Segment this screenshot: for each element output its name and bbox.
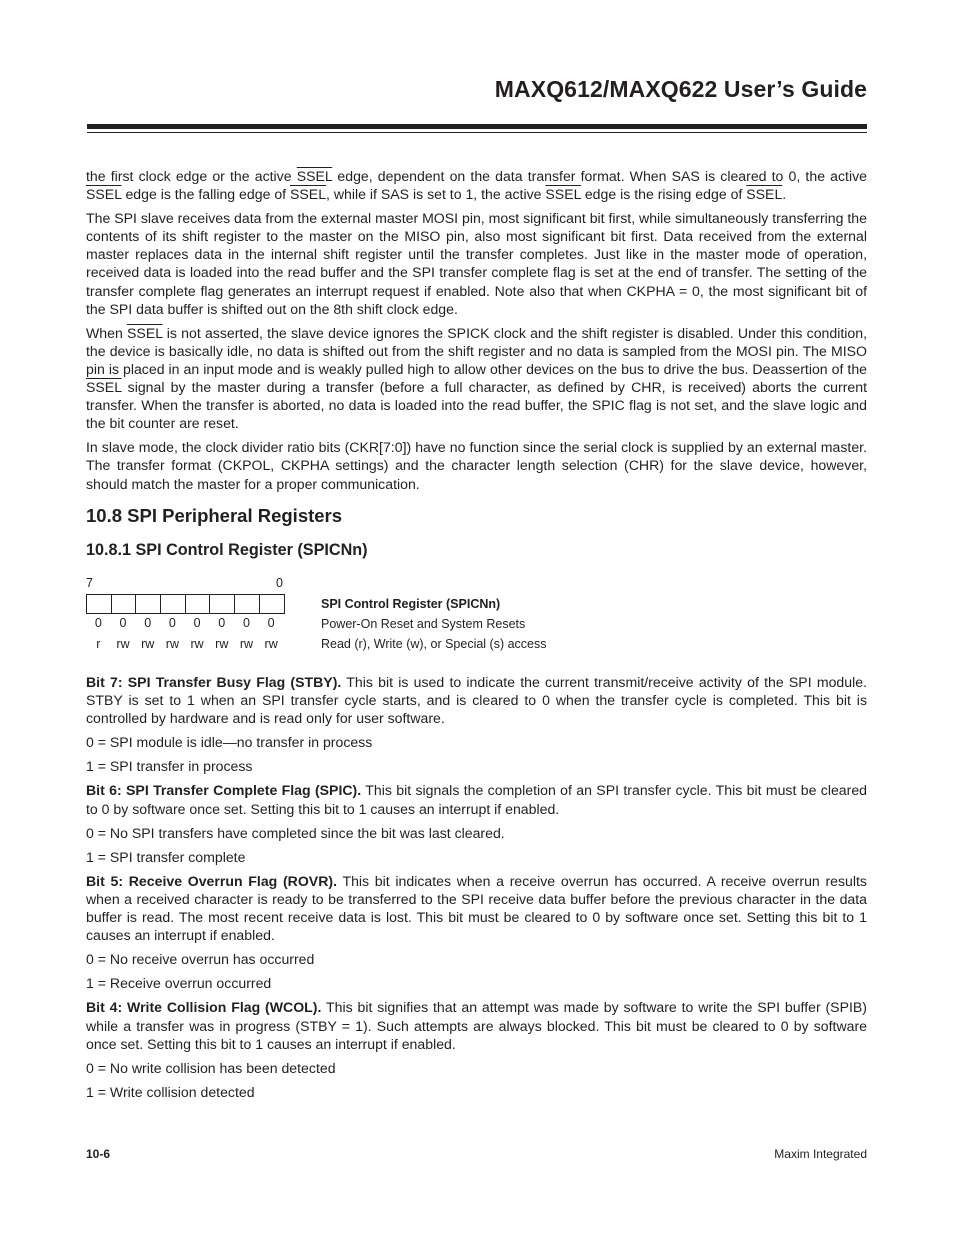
bit-box	[235, 594, 260, 614]
bit6-label: Bit 6: SPI Transfer Complete Flag (SPIC).	[86, 782, 362, 799]
bit6-description: Bit 6: SPI Transfer Complete Flag (SPIC). This bit signals the completion of an SPI transfer cycle. This bit must be cleared to 0 by software once set. Setting this bit to 1 causes an interrupt if enabled.	[86, 782, 868, 817]
access-value: rw	[239, 637, 254, 651]
reset-value: 0	[267, 616, 275, 630]
ssel-signal: SSEL	[290, 186, 327, 203]
section-heading: 10.8 SPI Peripheral Registers	[86, 505, 343, 526]
bit5-value-1: 1 = Receive overrun occurred	[86, 975, 272, 992]
reset-legend: Power-On Reset and System Resets	[321, 617, 526, 631]
bit7-description: Bit 7: SPI Transfer Busy Flag (STBY). This bit is used to indicate the current transmit/receive activity of the SPI module. STBY is set to 1 when an SPI transfer cycle starts, and is cleared to 0 when the transfer cycle is completed. This bit is controlled by hardware and is read only for user software.	[86, 674, 867, 727]
access-value: rw	[165, 637, 179, 651]
reset-value: 0	[242, 616, 250, 630]
access-value: r	[96, 637, 101, 651]
msb-label: 7	[86, 576, 93, 590]
bit4-description: Bit 4: Write Collision Flag (WCOL). This bit signifies that an attempt was made by software to write the SPI buffer (SPIB) while a transfer was in progress (STBY = 1). Such attempts are always blocked. This bit must be cleared to 0 by software once set. Setting this bit to 1 causes an interrupt if enabled.	[86, 999, 867, 1052]
paragraph-slave-mode: In slave mode, the clock divider ratio bits (CKR[7:0]) have no function since the serial clock is supplied by an external master. The transfer format (CKPOL, CKPHA settings) and the character length selection (CHR) for the slave device, however, should match the master for a proper communication.	[86, 439, 867, 492]
bit7-value-0: 0 = SPI module is idle—no transfer in process	[86, 734, 373, 751]
access-legend: Read (r), Write (w), or Special (s) access	[321, 637, 547, 651]
bit-box	[186, 594, 211, 614]
bit-box	[112, 594, 137, 614]
ssel-signal: SSEL	[86, 186, 122, 203]
ssel-signal: SSEL	[746, 186, 783, 203]
bit-box	[260, 594, 285, 614]
access-value: rw	[215, 637, 229, 651]
header-rule-thin	[87, 132, 867, 133]
bit4-value-0: 0 = No write collision has been detected	[86, 1059, 336, 1076]
paragraph-sas-edge: the first clock edge or the active SSEL edge, dependent on the data transfer format. When SAS is cleared to 0, the active SSEL edge is the falling edge of SSEL, while if SAS is set to 1, the active SSEL edge is the rising edge of SSEL.	[86, 168, 867, 203]
company-name: Maxim Integrated	[774, 1147, 867, 1161]
ssel-signal: SSEL	[127, 324, 163, 341]
bit7-value-1: 1 = SPI transfer in process	[86, 758, 253, 775]
bit6-value-0: 0 = No SPI transfers have completed since the bit was last cleared.	[86, 824, 505, 841]
paragraph-ssel-not-asserted: When SSEL is not asserted, the slave device ignores the SPICK clock and the shift register is disabled. Under this condition, the device is basically idle, no data is shifted out from the shift register and no data is sampled from the MOSI pin. The MISO pin is placed in an input mode and is weakly pulled high to allow other devices on the bus to drive the bus. Deassertion of the SSEL signal by the master during a transfer (before a full character, as defined by CHR, is received) aborts the current transfer. When the transfer is aborted, no data is loaded into the read buffer, the SPIC flag is not set, and the slave logic and the bit counter are reset.	[86, 324, 867, 432]
reset-value: 0	[144, 616, 152, 630]
reset-value: 0	[193, 616, 201, 630]
access-value: rw	[264, 637, 278, 651]
bit-box	[210, 594, 235, 614]
lsb-label: 0	[276, 576, 283, 590]
access-value: rw	[190, 637, 204, 651]
page-title: MAXQ612/MAXQ622 User’s Guide	[494, 76, 867, 102]
ssel-signal: SSEL	[545, 186, 581, 203]
register-name-legend: SPI Control Register (SPICNn)	[321, 597, 501, 611]
header-rule-thick	[87, 124, 867, 129]
access-row	[86, 637, 284, 651]
reset-value: 0	[94, 616, 102, 630]
bit7-label: Bit 7: SPI Transfer Busy Flag (STBY).	[86, 674, 342, 690]
bit4-label: Bit 4: Write Collision Flag (WCOL).	[86, 999, 322, 1016]
bit-box	[87, 594, 112, 614]
access-value: rw	[116, 637, 130, 651]
bit6-value-1: 1 = SPI transfer complete	[86, 848, 246, 865]
reset-value: 0	[119, 616, 127, 630]
reset-value: 0	[218, 616, 226, 630]
paragraph-slave-receive: The SPI slave receives data from the external master MOSI pin, most significant bit first, while simultaneously transferring the contents of its shift register to the master on the MISO pin, also most significant bit first. Data received from the external master replaces data in the internal shift register until the transfer completes. Just like in the master mode of operation, received data is loaded into the read buffer and the SPI transfer complete flag is set at the end of transfer. The setting of the transfer complete flag generates an interrupt request if enabled. Note also that when CKPHA = 0, the most significant bit of the SPI data buffer is shifted out on the 8th shift clock edge.	[86, 210, 867, 317]
bit-descriptions	[86, 673, 867, 1107]
reset-values-row	[86, 616, 284, 630]
ssel-signal: SSEL	[86, 379, 122, 396]
bit5-value-0: 0 = No receive overrun has occurred	[86, 951, 315, 968]
ssel-signal: SSEL	[296, 168, 333, 184]
bit5-label: Bit 5: Receive Overrun Flag (ROVR).	[86, 872, 337, 889]
bit-box	[161, 594, 186, 614]
access-value: rw	[141, 637, 155, 651]
page-number: 10-6	[86, 1147, 111, 1161]
bit-box	[136, 594, 161, 614]
reset-value: 0	[168, 616, 176, 630]
register-diagram	[86, 574, 606, 654]
bit5-description: Bit 5: Receive Overrun Flag (ROVR). This bit indicates when a receive overrun has occurred. A receive overrun results when a received character is ready to be transferred to the SPI receive data buffer before the previous character in the data buffer is read. The most recent receive data is lost. This bit must be cleared to 0 by software once set. Setting this bit to 1 causes an interrupt if enabled.	[86, 872, 867, 944]
bit4-value-1: 1 = Write collision detected	[86, 1083, 255, 1100]
body-text-upper	[86, 167, 867, 499]
register-bit-boxes	[86, 594, 285, 614]
subsection-heading: 10.8.1 SPI Control Register (SPICNn)	[86, 541, 368, 559]
